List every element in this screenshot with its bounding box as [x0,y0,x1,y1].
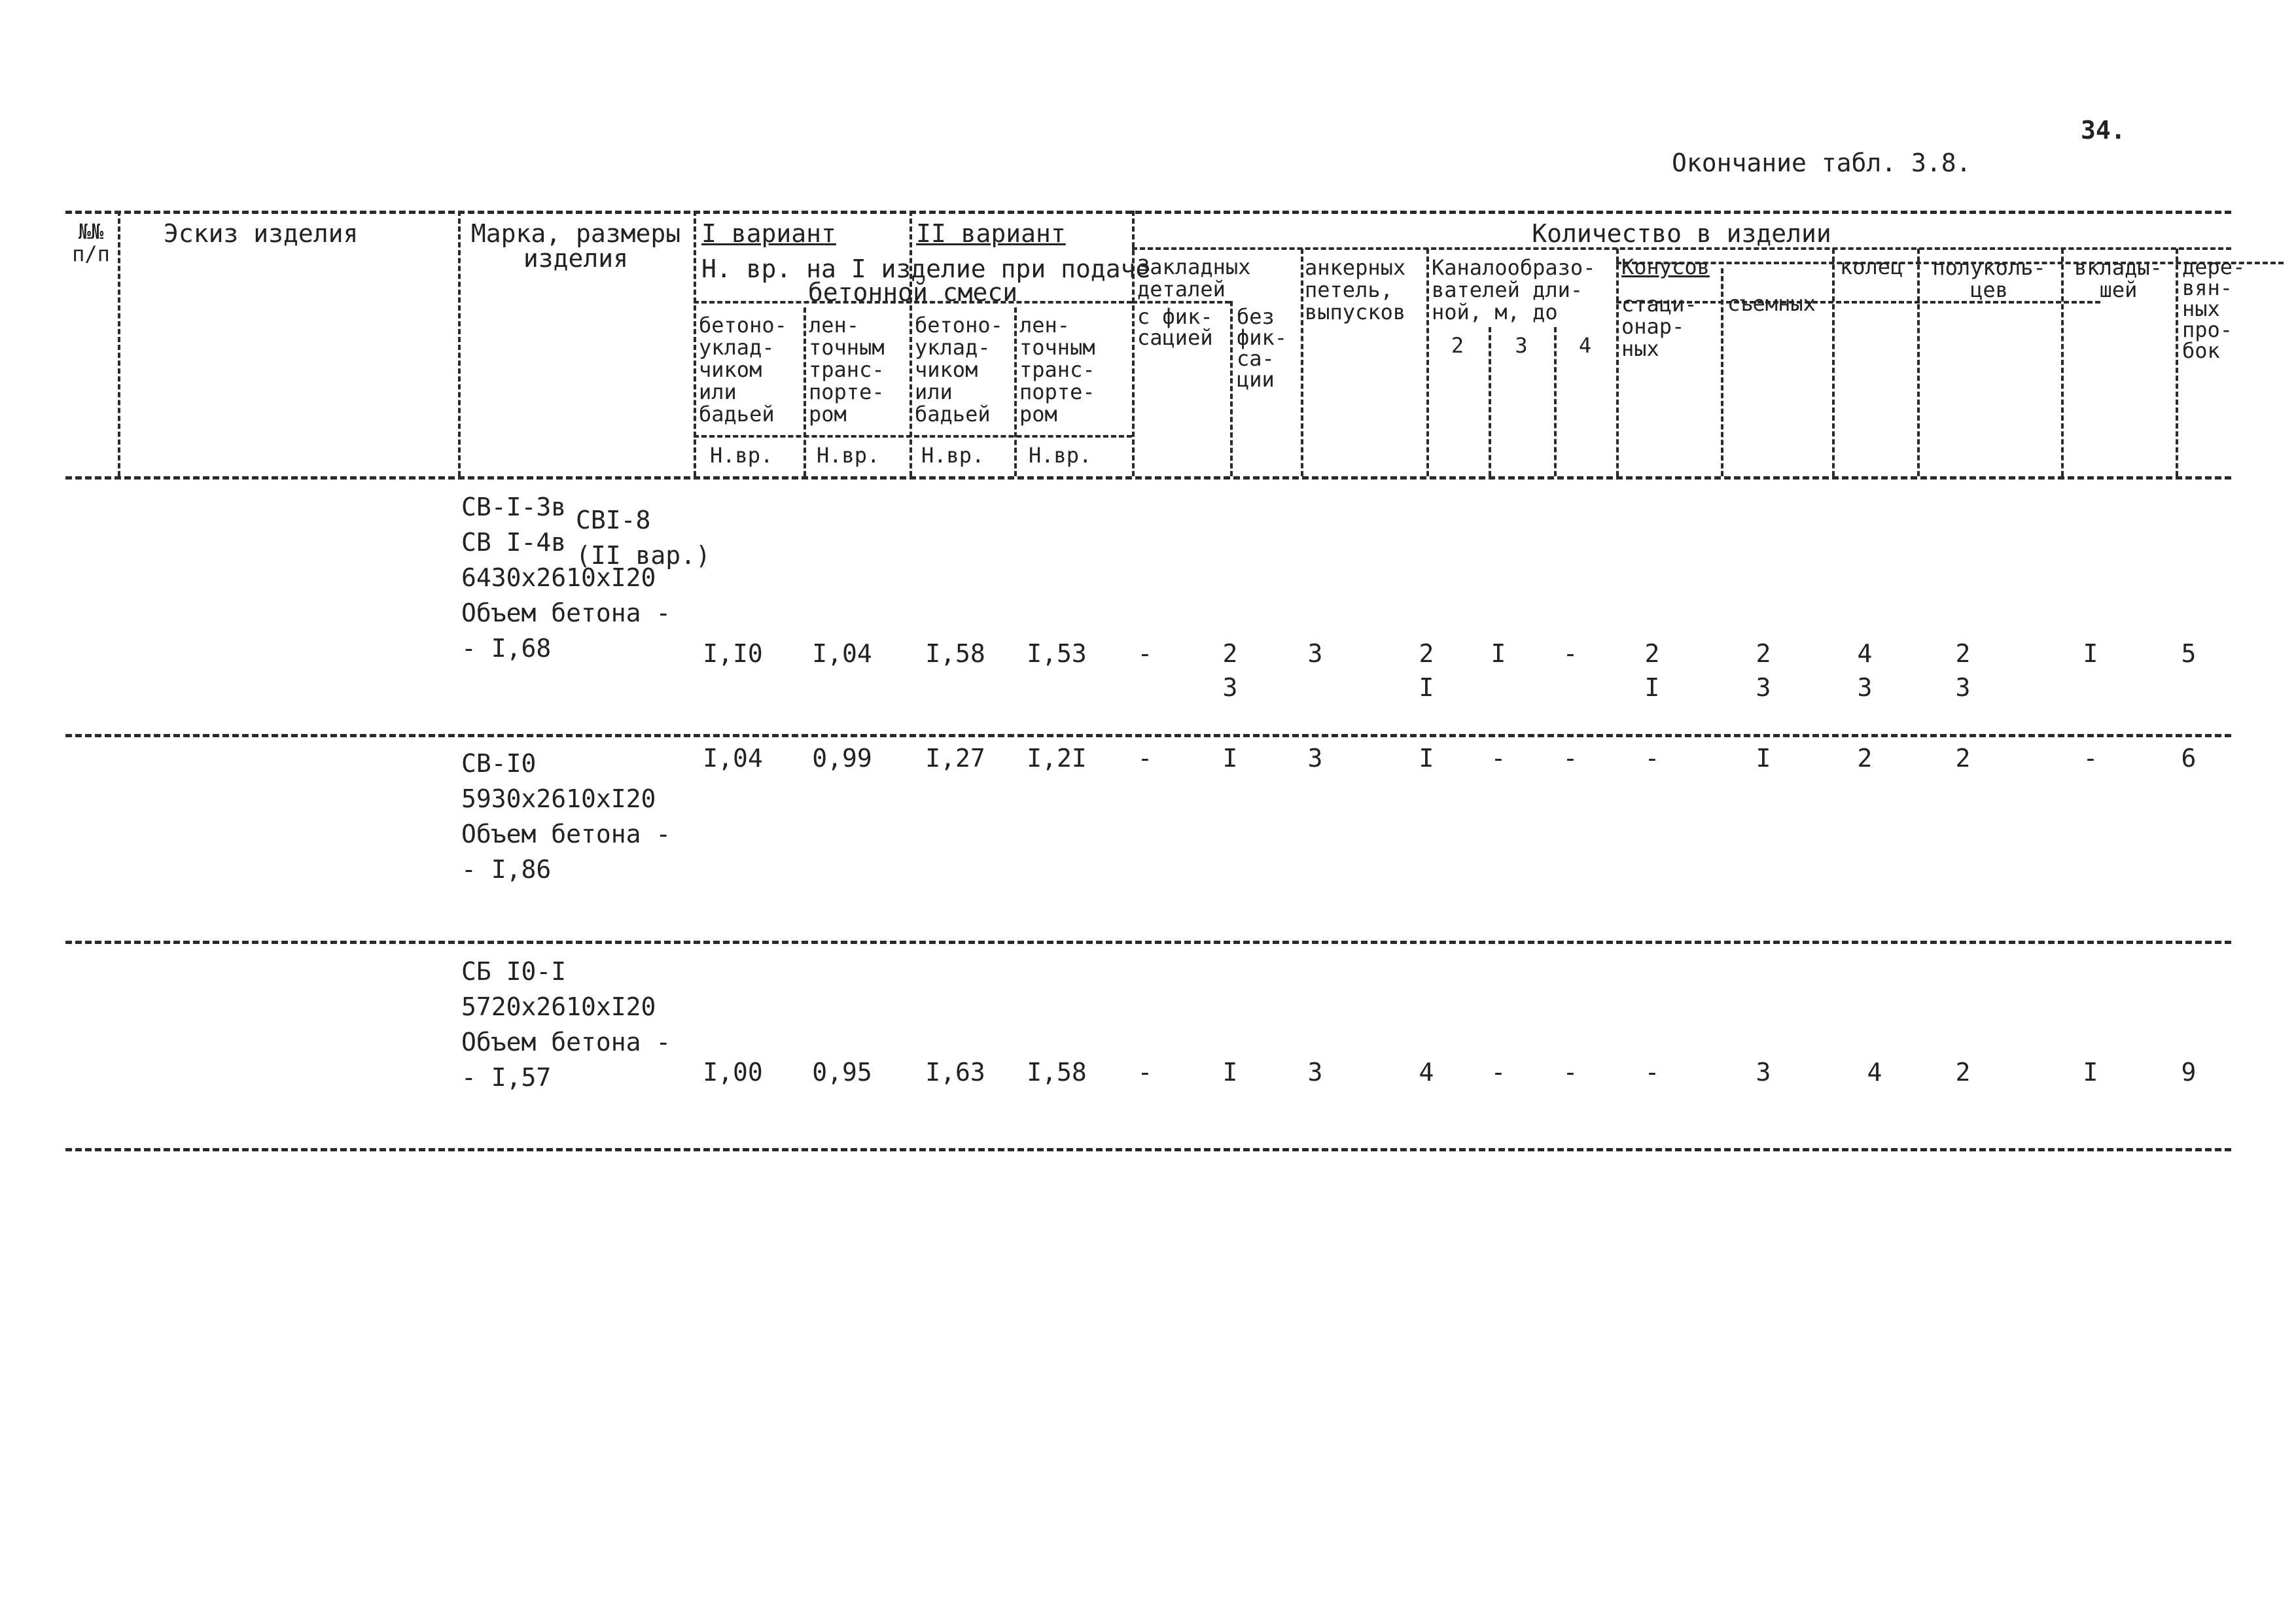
header-unit: Н.вр. [921,443,985,468]
table-caption: Окончание табл. 3.8. [1672,148,1971,177]
row1-cell: 5 [2181,639,2197,668]
row3-cell: I,63 [925,1058,985,1087]
header-inserts: вклады- шей [2074,255,2163,302]
row2-cell: I [1756,744,1771,773]
row1-cell: 2 [1756,639,1771,668]
row3-cell: - [1563,1058,1578,1087]
row1-cell: 2 [1222,639,1238,668]
row-separator [65,941,2231,944]
row2-cell: I [1419,744,1434,773]
header-unit: Н.вр. [817,443,880,468]
col-divider [1014,307,1017,476]
col-divider [1301,249,1303,476]
row1-cell-alt: I [1419,673,1434,702]
row3-cell: I [2083,1058,2098,1087]
row2-cell: 6 [2181,744,2197,773]
row2-cell: I [1222,744,1238,773]
header-sub-conveyor: лен- точным транс- порте- ром [1019,313,1095,427]
col-divider [1832,249,1835,476]
header-channel-size: 2 [1451,333,1464,358]
header-without-fix: без фик- са- ции [1237,304,1288,392]
row2-cell: 3 [1307,744,1323,773]
row3-cell: 9 [2181,1058,2197,1087]
row1-cell: - [1137,639,1153,668]
row3-cell: 3 [1756,1058,1771,1087]
header-bottom-rule [65,476,2231,480]
header-quantity: Количество в изделии [1532,219,1831,248]
page-number: 34. [2081,116,2126,145]
header-unit: Н.вр. [710,443,773,468]
row2-mark: СВ-I0 5930x2610xI20 Объем бетона - - I,86 [461,749,671,884]
row1-cell-alt: 3 [1222,673,1238,702]
col-divider [118,211,120,476]
header-variant-1: I вариант [701,219,836,248]
header-sub-bucket: бетоно- уклад- чиком или бадьей [699,313,787,427]
row2-cell: - [2083,744,2098,773]
row1-cell: 2 [1644,639,1660,668]
col-divider [2176,249,2178,476]
row3-cell: - [1644,1058,1660,1087]
row3-mark: СБ I0-I 5720x2610xI20 Объем бетона - - I,57 [461,957,671,1092]
header-col-mark-line1: Марка, размеры [470,219,681,248]
row1-cell: I,53 [1027,639,1087,668]
header-embedded-line1: Закладных [1137,254,1251,279]
row1-mark: СВ-I-3в СВ I-4в 6430x2610xI20 Объем бетона - - I,68 [461,493,671,663]
row3-cell: I [1222,1058,1238,1087]
header-half-rings: полуколь- цев [1932,255,2046,302]
col-divider [1426,249,1429,476]
header-rings: колец [1840,254,1903,279]
row2-cell: I,04 [703,744,763,773]
row3-cell: 4 [1867,1058,1882,1087]
header-embedded-line2: деталей [1137,277,1226,302]
table-bottom-rule [65,1148,2231,1151]
row3-cell: - [1491,1058,1506,1087]
col-divider [910,211,912,476]
row3-cell: 3 [1307,1058,1323,1087]
row1-cell-alt: 3 [1756,673,1771,702]
header-hours-line2: бетонной смеси [807,278,1018,307]
col-divider [1721,268,1723,476]
col-divider [1616,249,1619,476]
header-hours-line1: Н. вр. на I изделие при подаче [701,254,1151,283]
col-divider [694,211,696,476]
col-divider [804,307,806,476]
header-sub-conveyor: лен- точным транс- порте- ром [809,313,885,427]
header-col-num-line1: №№ [78,219,104,244]
col-divider [1132,211,1135,476]
row1-cell: 4 [1857,639,1873,668]
row1-cell: I,I0 [703,639,763,668]
header-stationary: стаци- онар- ных [1621,292,1697,361]
row2-cell: 0,99 [812,744,872,773]
header-channel-size: 3 [1515,333,1528,358]
row3-cell: 0,95 [812,1058,872,1087]
col-divider [1230,301,1233,476]
row1-cell: I,58 [925,639,985,668]
header-rule [694,435,1132,438]
row1-cell: 2 [1955,639,1971,668]
row2-cell: 2 [1955,744,1971,773]
row2-cell: 2 [1857,744,1873,773]
header-sub-bucket: бетоно- уклад- чиком или бадьей [915,313,1003,427]
header-col-sketch: Эскиз изделия [164,219,359,248]
header-removable: съемных [1727,291,1816,316]
header-channel: Каналообразо- вателей дли- ной, м, до [1432,255,1596,324]
row3-cell: I,00 [703,1058,763,1087]
header-col-mark-line2: изделия [523,244,629,273]
row1-cell: I [2083,639,2098,668]
header-cones: Конусов [1621,254,1710,279]
header-col-num-line2: п/п [72,241,110,266]
row1-cell: I,04 [812,639,872,668]
row1-cell: - [1563,639,1578,668]
row3-cell: I,58 [1027,1058,1087,1087]
header-channel-size: 4 [1578,333,1592,358]
header-anchor: анкерных петель, выпусков [1305,255,1406,324]
row1-cell-alt: I [1644,673,1660,702]
row1-cell: I [1491,639,1506,668]
row2-cell: - [1644,744,1660,773]
row1-mark-alt: СВI-8 (II вар.) [576,506,711,570]
row2-cell: - [1137,744,1153,773]
row1-cell-alt: 3 [1955,673,1971,702]
header-with-fix: с фик- сацией [1137,304,1213,350]
header-plugs: дере- вян- ных про- бок [2182,254,2246,363]
table-top-rule [65,211,2231,214]
row1-cell-alt: 3 [1857,673,1873,702]
row3-cell: - [1137,1058,1153,1087]
row1-cell: 3 [1307,639,1323,668]
header-unit: Н.вр. [1029,443,1092,468]
row3-cell: 4 [1419,1058,1434,1087]
row2-cell: - [1491,744,1506,773]
row2-cell: I,27 [925,744,985,773]
row-separator [65,734,2231,737]
row2-cell: - [1563,744,1578,773]
row3-cell: 2 [1955,1058,1971,1087]
header-variant-2: II вариант [916,219,1066,248]
row2-cell: I,2I [1027,744,1087,773]
row1-cell: 2 [1419,639,1434,668]
